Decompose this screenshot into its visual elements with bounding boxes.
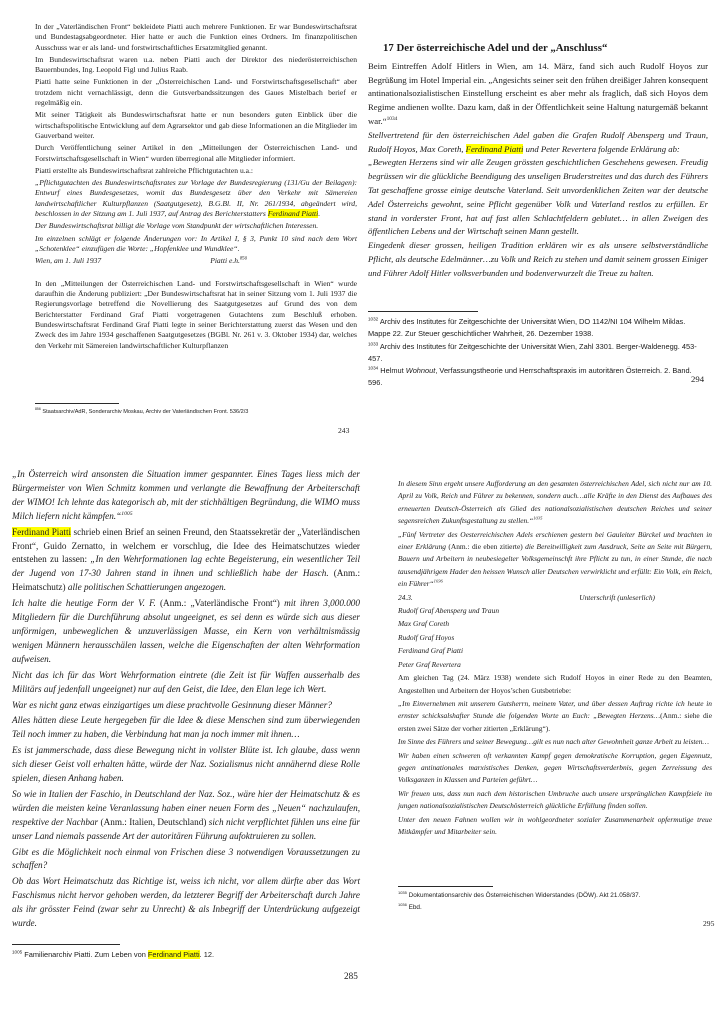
page-number: 243 <box>338 426 350 435</box>
text-run: Helmut <box>380 366 406 376</box>
paragraph <box>398 632 712 644</box>
text-run: Wir freuen uns, dass nun nach dem historischen Umbruche auch unsere ursprünglichen Kampfziele im jungen nationalsozialistischen Deutschösterreich glückliche Erfüllung finden sollen. <box>398 788 712 811</box>
paragraph <box>398 750 712 787</box>
text-run: Rudolf Graf Hoyos <box>398 632 455 642</box>
footnote <box>368 365 708 389</box>
text-run: Unter den neuen Fahnen wollen wir in wohlgeordneter sozialer Zusammenarbeit opfermutige treue Mitkämpfer und Mitarbeiter sein. <box>398 814 712 836</box>
paragraph <box>35 143 357 164</box>
text-run: (Anm.: Italien, Deutschland) <box>100 816 209 827</box>
footnote-area <box>35 403 357 417</box>
footnote-ref: 1035 <box>533 515 543 521</box>
paragraph <box>398 478 712 528</box>
paragraph <box>12 699 360 713</box>
page-294 <box>368 42 708 392</box>
text-run: 17 Der österreichische Adel und der „Anschluss“ <box>383 42 608 54</box>
highlight-ferdinand-piatti: Ferdinand Piatti <box>147 950 200 959</box>
text-run: Rudolf Graf Abensperg und Traun <box>398 606 500 616</box>
text-run: „Im Einvernehmen mit unserem Gutsherrn, meinem Vater, und über dessen Auftrag richte ich heute in ernster schicksalshafter Stunde die folgenden Worte an Euch: „Bewegten Herzens… <box>398 698 712 721</box>
text-run: die Bereitwilligkeit zum Ausdruck, Seite an Seite mit Bürgern, Bauern und Arbeitern in neubesiegelter Volksgemeinschft ihre Pflicht zu tun, in einer Stunde, die nach tausendjährigem Hader den heissen Wunsch aller Deutschen verwirklicht und erfüllt: Ein Volk, ein Reich, ein Führer“ <box>398 542 712 589</box>
text-run: „Fünf Vertreter des Oesterreichischen Adels erschienen gestern bei Gauleiter Bürckel und brachten in einer Erklärung <box>398 529 712 552</box>
chapter-heading <box>368 42 708 56</box>
text-run: Stellvertretend für den österreichischen Adel gaben die Grafen Rudolf Abensperg und Traun, Rudolf Hoyos, Max Coreth, <box>368 129 708 154</box>
text-run: Ob das Wort Heimatschutz das Richtige ist, weiss ich nicht, vor allem dürfte aber das Wort Faschismus nicht hervor gehoben werden, da letzterer Begriff der Arbeiterschaft durch Jahre als ihr grösster Feind (zwar sehr zu Unrecht) & als Inbegriff der Unterdrückung aufgezeigt wurde. <box>12 876 360 929</box>
paragraph <box>398 592 712 604</box>
footnote-ref: 1005 <box>121 510 133 517</box>
paragraph <box>368 129 708 157</box>
text-run: schrieb einen Brief an seinen Freund, den Staatssekretär der „Vaterländischen Front“, Guido Zernatto, in welchem er vorschlug, die Idee des Heimatschutzes wieder entstehen zu lassen: <box>12 526 360 565</box>
text-run: Alles hätten diese Leute hergegeben für die Idee & diese Menschen sind zum überwiegenden Teil noch immer zu haben, die Verbindung hat man ja noch immer mit ihnen… <box>12 715 360 740</box>
footnote-number: 1034 <box>368 365 379 371</box>
text-run: Am gleichen Tag (24. März 1938) wendete sich Rudolf Hoyos in einer Rede zu den Beamten, Angestellten und Arbeitern der Hoyos’schen Gutsbetriebe: <box>398 673 712 695</box>
text-run: Mit seiner Tätigkeit als Bundeswirtschaftsrat hatte er nun besonders guten Einblick über die wirtschaftspolitische Entwicklung auf dem Agrarsektor und gab diese Informationen an die Mitglieder im Gauverband weiter. <box>35 110 357 140</box>
text-run: „In Österreich wird ansonsten die Situation immer gespannter. Eines Tages liess mich der Bürgermeister von Wien Schmitz kommen und verlangte die Bewaffnung der Arbeiterschaft der WIMO! Ich lehnte das kategorisch ab, mit der stichhältigen Begründung, die WIMO muss Milch liefern nicht kämpfen.“ <box>12 469 360 521</box>
footnote <box>12 949 360 960</box>
footnote-separator <box>35 403 119 404</box>
paragraph <box>35 221 357 231</box>
paragraph <box>398 529 712 591</box>
paragraph <box>398 736 712 748</box>
text-run: Archiv des Institutes für Zeitgeschichte der Universität Wien, DO 1142/NI 104 Wilhelm Miklas. Mappe 22. Zur Steuer geschichtlicher Wahrheit, 26. Dezember 1938. <box>368 317 686 338</box>
text-run: Gibt es die Möglichkeit noch einmal von Frischen diese 3 notwendigen Voraussetzungen zu schaffen? <box>12 846 360 871</box>
highlight-ferdinand-piatti: Ferdinand Piatti <box>267 209 319 219</box>
paragraph <box>35 55 357 76</box>
page-number: 285 <box>344 971 358 981</box>
text-run: 24.3. <box>398 592 413 602</box>
highlight-ferdinand-piatti: Ferdinand Piatti <box>465 143 524 154</box>
footnote <box>398 891 712 902</box>
text-run: sich nicht verpflichtet fühlen uns eine für unser Land niemals passende Art der autoritären Führung aufoktruieren zu sollen. <box>12 816 361 841</box>
footnote-area <box>398 886 712 915</box>
paragraph <box>12 526 360 596</box>
footnote <box>35 408 357 416</box>
footnote-number: 856 <box>35 407 41 412</box>
paragraph <box>398 618 712 630</box>
paragraph <box>35 22 357 53</box>
footnote-number: 1036 <box>398 901 407 907</box>
paragraph <box>398 659 712 671</box>
text-run: Eingedenk dieser grossen, heiligen Tradition erklären wir es als unsere selbstverständliche Pflicht, als deutsche Edelmänner…zu Volk und Reich zu stehen und damit seinem grossen Einiger und Führer Adolf Hitler volksverbunden und bodenverwurzelt die Treue zu halten. <box>368 240 708 278</box>
paragraph <box>12 669 360 697</box>
text-run: Piatti hatte seine Funktionen in der „Österreichischen Land- und Forstwirtschaftsgesellschaft“ aber trotzdem nicht vernachlässigt, denn die Gutsverbandssitzungen des Gaues Mistelbach berief er regelmäßig ein. <box>35 77 357 108</box>
text-run: Dokumentationsarchiv des Österreichischen Widerstandes (DÖW). Akt 21.058/37. <box>408 892 641 899</box>
paragraph <box>368 156 708 239</box>
paragraph <box>368 239 708 280</box>
footnote-number: 1032 <box>368 316 379 322</box>
text-run: alle politischen Schattierungen angezogen. <box>67 582 227 593</box>
paragraph <box>368 60 708 129</box>
paragraph <box>398 645 712 657</box>
footnote <box>368 341 708 365</box>
text-run: Ebd. <box>408 903 422 911</box>
paragraph <box>12 744 360 786</box>
text-run: In der „Vaterländischen Front“ bekleidete Piatti auch mehrere Funktionen. Er war Bundeswirtschaftsrat und Bundestagsabgeordneter. Hier hatte er auch die Funktion eines Ordners. Im finanzpolitischen Ausschuss war er als land- und forstwirtschaftliches Ersatzmitglied genannt. <box>35 22 357 52</box>
paragraph <box>12 597 360 667</box>
text-run: Peter Graf Revertera <box>398 659 461 669</box>
footnote-separator <box>12 944 120 945</box>
text-run: Unterschrift (unleserlich) <box>579 592 655 602</box>
text-run: Wohnout <box>405 366 436 376</box>
footnote-number: 1033 <box>368 341 379 347</box>
text-run: „In den Wehrformationen lag echte Begeisterung, ein wesentlicher Teil der Jugend von 17-30 Jahren stand in ihnen und schließlich habe der Hasch. <box>12 554 361 579</box>
text-run: , Verfassungstheorie und Herrschaftspraxis im autoritären Österreich. 2. Band. 596. <box>368 366 692 388</box>
text-run: . <box>318 209 321 219</box>
paragraph <box>398 672 712 697</box>
text-run: Max Graf Coreth <box>398 619 450 629</box>
paragraph <box>35 279 357 351</box>
text-run: Im Sinne des Führers und seiner Bewegung…gilt es nun nach alter Gewohnheit ganze Arbeit zu leisten… <box>398 737 709 747</box>
footnote <box>398 903 712 914</box>
footnote-number: 1035 <box>398 889 407 895</box>
text-run: Wien, am 1. Juli 1937 <box>35 256 102 266</box>
paragraph <box>398 605 712 617</box>
text-run: Piatti erstellte als Bundeswirtschaftsrat zahlreiche Pflichtgutachten u.a.: <box>35 165 254 175</box>
page-295 <box>398 478 715 933</box>
paragraph <box>12 846 360 874</box>
text-run: Nicht das ich für das Wort Wehrformation eintrete (die Zeit ist für Waffen ausserhalb des Militärs auf jedenfall ungeeignet) nur auf den Geist, die Idee, den Elan lege ich Wert. <box>12 669 360 694</box>
paragraph <box>398 788 712 813</box>
paragraph <box>12 875 360 931</box>
footnote-ref: 1036 <box>433 578 443 584</box>
text-run: und Peter Revertera folgende Erklärung ab: <box>523 143 680 154</box>
text-run: Archiv des Institutes für Zeitgeschichte der Universität Wien, Zahl 3301. Berger-Waldenegg. 453-457. <box>368 341 697 363</box>
text-run: In den „Mitteilungen der Österreichischen Land- und Forstwirtschaftsgesellschaft in Wien“ wurde daraufhin die Änderung publiziert: „Der Bundeswirtschaftsrat hat in seiner Sitzung vom 1. Juli 1937 die Regierungsvorlage betreffend die Novellierung des Saatgutgesetzes auf Grund des von dem Berichterstatter Ferdinand Graf Piatti vorgetragenen Gutachtens zum Beschluß erhoben. Bundeswirtschaftsrat Ferdinand Graf Piatti legte in seiner Berichterstattung zuerst das Wesen und den Zweck des im Jahre 1934 geschaffenen Saatgutgesetzes (BGBl. Nr. 261 v. 3. Oktober 1934) dar, welches den Verkehr mit Sämereien landwirtschaftlicher Kulturpflanzen <box>35 278 357 350</box>
text-run: Familienarchiv Piatti. Zum Leben von <box>24 950 148 959</box>
text-run: (Anm.: „Vaterländische Front“) <box>160 598 285 609</box>
text-run: . 12. <box>199 950 215 959</box>
text-run: Staatsarchiv/AdR, Sonderarchiv Moskau, Archiv der Vaterländischen Front. 536/2/3 <box>42 409 249 415</box>
highlight-ferdinand-piatti: Ferdinand Piatti <box>12 526 72 537</box>
paragraph <box>35 178 357 219</box>
text-run: Im Bundeswirtschaftsrat waren u.a. neben Piatti auch der Direktor des niederösterreichischen Bauernbundes, Ing. Leopold Figl und Julius Raab. <box>35 54 357 75</box>
page-243 <box>35 22 357 442</box>
blank-line <box>35 269 357 279</box>
footnote <box>368 316 708 340</box>
paragraph <box>35 234 357 255</box>
paragraph <box>398 814 712 839</box>
footnote-area <box>368 311 708 390</box>
paragraph <box>35 256 357 266</box>
text-run: Piatti e.h. <box>210 256 240 266</box>
text-run <box>398 592 413 604</box>
text-run: (Anm.: siehe die ersten zwei Sätze der vorher zitierten „Erklärung“). <box>398 711 712 733</box>
paragraph <box>12 788 360 844</box>
text-run: War es nicht ganz etwas einzigartiges um diese prachtvolle Gesinnung dieser Männer? <box>12 699 332 710</box>
text-run: Der Bundeswirtschaftsrat billigt die Vorlage vom Standpunkt der wirtschaftlichen Interessen. <box>35 221 319 231</box>
text-run: (Anm.: Heimatschutz) <box>12 568 360 593</box>
text-run: mit ihren 3,000.000 Mitgliedern für die Durchführung absolut ungeeignet, es sei denn es würde sich aus dieser unförmigen, unbeweglichen & unzuverlässigen Masse, ein Kern von verhältnismässig wenigen Männern herausschälen lassen, welche die Eigenschaften der alten Wehrformation aufweisen. <box>12 598 360 664</box>
text-run: Im einzelnen schlägt er folgende Änderungen vor: In Artikel I, § 3, Punkt 10 sind nach dem Wort „Schotenklee“ einzufügen die Worte: „Hopfenklee und Wundklee“. <box>35 233 357 253</box>
text-run: Beim Eintreffen Adolf Hitlers in Wien, am 14. März, fand sich auch Rudolf Hoyos zur Begrüßung im Hotel Imperial ein. „Angesichts seiner seit den frühen dreißiger Jahren konsequent antinationalsozialistischen Einstellung erscheint es aber mehr als fraglich, daß sich Hoyos dem Regime andienen wollte. Dazu kam, daß in der Öffentlichkeit seine Haltung naturgemäß bekannt war.“ <box>368 60 708 126</box>
text-run: Durch Veröffentlichung seiner Artikel in den „Mitteilungen der Österreichischen Land- und Forstwirtschaftsgesellschaft in Wien“ wurden überregional alle Mitglieder informiert. <box>35 143 357 163</box>
text-run: Es ist jammerschade, dass diese Bewegung nicht in vollster Blüte ist. Ich glaube, dass wenn sich dieser Geist voll erhalten hätte, würde der Naz. Sozialismus nicht annähernd diese Rolle spielen, diesen Anhang haben. <box>12 745 360 784</box>
text-run: „Bewegten Herzens sind wir alle Zeugen grössten geschichtlichen Geschehens gewesen. Freudig begrüssen wir die glückliche Beendigung des unseligen Bruderstreites und das durch des Führers Tat geschaffene grosse einige deutsche Vaterland. Seit unvordenklichen Zeiten war der deutsche Adel Österreichs gewohnt, seine Pflicht gegenüber Volk und Vaterland restlos zu erfüllen. Er stand in vorderster Front, hat auf fast allen Schlachtfeldern geblutet… in allen Zweigen des öffentlichen Lebens und der Wirtschaft seinen Mann gestellt. <box>368 157 708 237</box>
footnote-separator <box>368 311 478 312</box>
footnote-number: 1005 <box>12 949 23 955</box>
text-run: Ich halte die heutige Form der V. F. <box>12 598 160 609</box>
paragraph <box>398 698 712 735</box>
paragraph <box>35 77 357 108</box>
text-run <box>579 592 655 604</box>
text-run <box>210 256 247 266</box>
page-285 <box>12 468 360 983</box>
page-number: 295 <box>703 919 715 928</box>
footnote-ref: 856 <box>239 256 247 262</box>
paragraph <box>35 166 357 176</box>
text-run: „Pflichtgutachten des Bundeswirtschaftsrates zur Vorlage der Bundesregierung (131/Gu der Beilagen): Entwurf eines Bundesgesetzes, womit das Bundesgesetz über den Verkehr mit Sämereien landwirtschaftlicher Kulturpflanzen (Saatgutgesetz), B.G.Bl. II, Nr. 261/1934, abgeändert wird, beschlossen in der Sitzung am 1. Juli 1937, auf Antrag des Berichterstatters <box>35 178 357 219</box>
footnote-ref: 1034 <box>386 116 398 123</box>
text-run: Ferdinand Graf Piatti <box>398 646 464 656</box>
text-run <box>35 256 101 266</box>
text-run: So wie in Italien der Faschio, in Deutschland der Naz. Soz., wäre hier der Heimatschutz & es würden die meisten keine Veranlassung haben einer neuen Form des „Neuen“ nachzulaufen, respektive der Nachbar <box>12 788 360 827</box>
text-run: In diesem Sinn ergeht unsere Aufforderung an den gesamten österreichischen Adel, sich nicht nur am 10. April zu Volk, Reich und Führer zu bekennen, sondern auch…alle Kräfte in den Dienst des Aufbaues des erneuerten Deutsch-Österreich als Glied des nationalsozialistischen deutschen Reiches und seiner segensreichen Zukunftsgestaltung zu stellen.“ <box>398 479 712 526</box>
text-run: (Anm.: die eben zitierte) <box>448 542 526 552</box>
page-number: 294 <box>691 374 705 384</box>
paragraph <box>35 110 357 141</box>
text-run: Wir haben einen schweren oft verkannten Kampf gegen demokratische Korruption, gegen Eigennutz, gegen antinationales marxistisches Denken, gegen Wirtschaftsverderbnis, gegen Zerreissung des Volksganzen in Klassen und Parteien geführt… <box>398 750 712 785</box>
footnote-separator <box>398 886 493 887</box>
footnote-area <box>12 944 360 961</box>
paragraph <box>12 468 360 524</box>
paragraph <box>12 714 360 742</box>
